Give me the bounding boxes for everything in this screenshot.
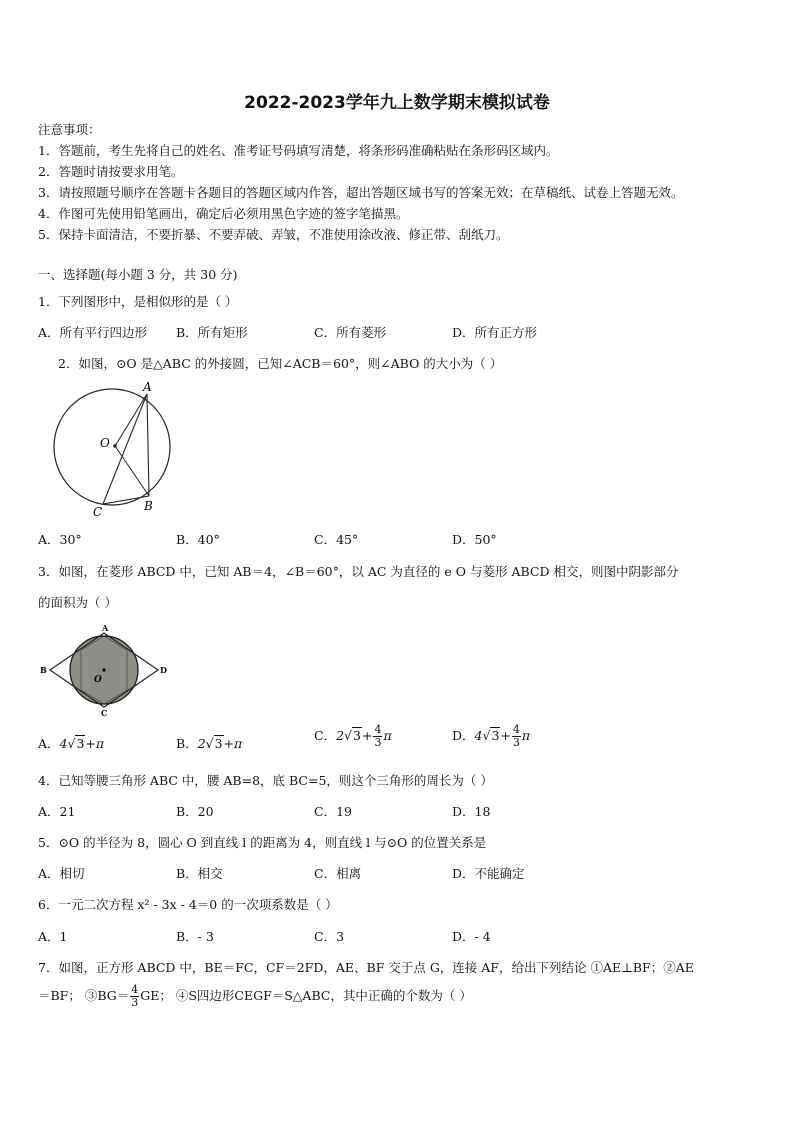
q4-option-d: D．18	[452, 804, 491, 819]
q2-label-o: O	[100, 436, 110, 450]
q3-label-d: D	[160, 665, 167, 675]
q1-stem: 1．下列图形中，是相似形的是（ ）	[38, 294, 238, 309]
q6-option-c: C．3	[314, 929, 345, 944]
q6-option-d: D．- 4	[452, 929, 491, 944]
section-heading: 一、选择题(每小题 3 分，共 30 分)	[38, 267, 238, 282]
q3-option-d: D．4√3+ $\frac{4}{3}$ π	[452, 723, 531, 749]
q3-label-a: A	[102, 623, 109, 633]
notice-item-1: 1．答题前，考生先将自己的姓名、准考证号码填写清楚，将条形码准确粘贴在条形码区域内。	[38, 143, 559, 158]
q3-label-o: O	[94, 675, 102, 685]
q2-option-d: D．50°	[452, 532, 497, 547]
q2-segment-ab	[147, 394, 149, 496]
q7-stem-line2: ＝BF； ③BG＝ $\frac{4}{3}$ GE； ④S四边形CEGF＝S△ABC，其中正确的个数为（ ）	[38, 983, 472, 1009]
q3-stem-line1: 3．如图，在菱形 ABCD 中，已知 AB＝4，∠B＝60°，以 AC 为直径的 e O 与菱形 ABCD 相交，则图中阴影部分	[38, 564, 679, 579]
q2-option-b: B．40°	[176, 532, 220, 547]
q3-label-c: C	[101, 708, 108, 718]
notice-header: 注意事项：	[38, 122, 101, 137]
q4-stem: 4．已知等腰三角形 ABC 中，腰 AB=8，底 BC=5，则这个三角形的周长为（ ）	[38, 773, 493, 788]
q2-center-dot	[113, 444, 117, 448]
q6-stem: 6．一元二次方程 x² - 3x - 4＝0 的一次项系数是（ ）	[38, 897, 338, 912]
notice-item-2: 2．答题时请按要求用笔。	[38, 164, 184, 179]
q3-rhombus-figure	[36, 622, 176, 718]
q2-stem: 2．如图，⊙O 是△ABC 的外接圆，已知∠ACB＝60°，则∠ABO 的大小为（ ）	[58, 356, 503, 371]
page-title: 2022-2023学年九上数学期末模拟试卷	[244, 93, 550, 113]
q7-stem-line1: 7．如图，正方形 ABCD 中，BE＝FC，CF＝2FD，AE、BF 交于点 G，连接 AF，给出下列结论 ①AE⊥BF；②AE	[38, 960, 694, 975]
q2-label-c: C	[93, 505, 103, 519]
notice-item-4: 4．作图可先使用铅笔画出，确定后必须用黑色字迹的签字笔描黑。	[38, 206, 409, 221]
q3-option-a: A．4√3+π	[38, 736, 105, 751]
q3-label-b: B	[40, 665, 47, 675]
q1-option-d: D．所有正方形	[452, 325, 538, 340]
q2-segment-ob	[115, 446, 149, 496]
q4-option-b: B．20	[176, 804, 214, 819]
q4-option-c: C．19	[314, 804, 352, 819]
q5-option-c: C．相离	[314, 866, 362, 881]
q6-option-a: A．1	[38, 929, 68, 944]
q5-option-d: D．不能确定	[452, 866, 525, 881]
q4-option-a: A．21	[38, 804, 76, 819]
q2-circumcircle	[54, 389, 170, 505]
q5-option-a: A．相切	[38, 866, 85, 881]
notice-item-3: 3．请按照题号顺序在答题卡各题目的答题区域内作答，超出答题区域书写的答案无效；在草稿纸、试卷上答题无效。	[38, 185, 684, 200]
q2-segment-oa	[115, 394, 147, 446]
q1-option-b: B．所有矩形	[176, 325, 248, 340]
q3-center-dot	[102, 668, 106, 672]
q3-stem-line2: 的面积为（ ）	[38, 595, 117, 610]
q2-option-a: A．30°	[38, 532, 82, 547]
q2-label-a: A	[143, 380, 152, 394]
q1-option-a: A．所有平行四边形	[38, 325, 148, 340]
q1-option-c: C．所有菱形	[314, 325, 387, 340]
q5-option-b: B．相交	[176, 866, 223, 881]
q3-option-b: B．2√3+π	[176, 736, 243, 751]
q3-option-c: C．2√3+ $\frac{4}{3}$ π	[314, 723, 392, 749]
q2-label-b: B	[144, 499, 153, 513]
q5-stem: 5．⊙O 的半径为 8，圆心 O 到直线 l 的距离为 4，则直线 l 与⊙O 的位置关系是	[38, 835, 487, 850]
q2-option-c: C．45°	[314, 532, 359, 547]
q6-option-b: B．- 3	[176, 929, 214, 944]
q2-circle-figure	[45, 378, 180, 520]
notice-item-5: 5．保持卡面清洁，不要折暴、不要弄破、弄皱，不准使用涂改液、修正带、刮纸刀。	[38, 227, 509, 242]
